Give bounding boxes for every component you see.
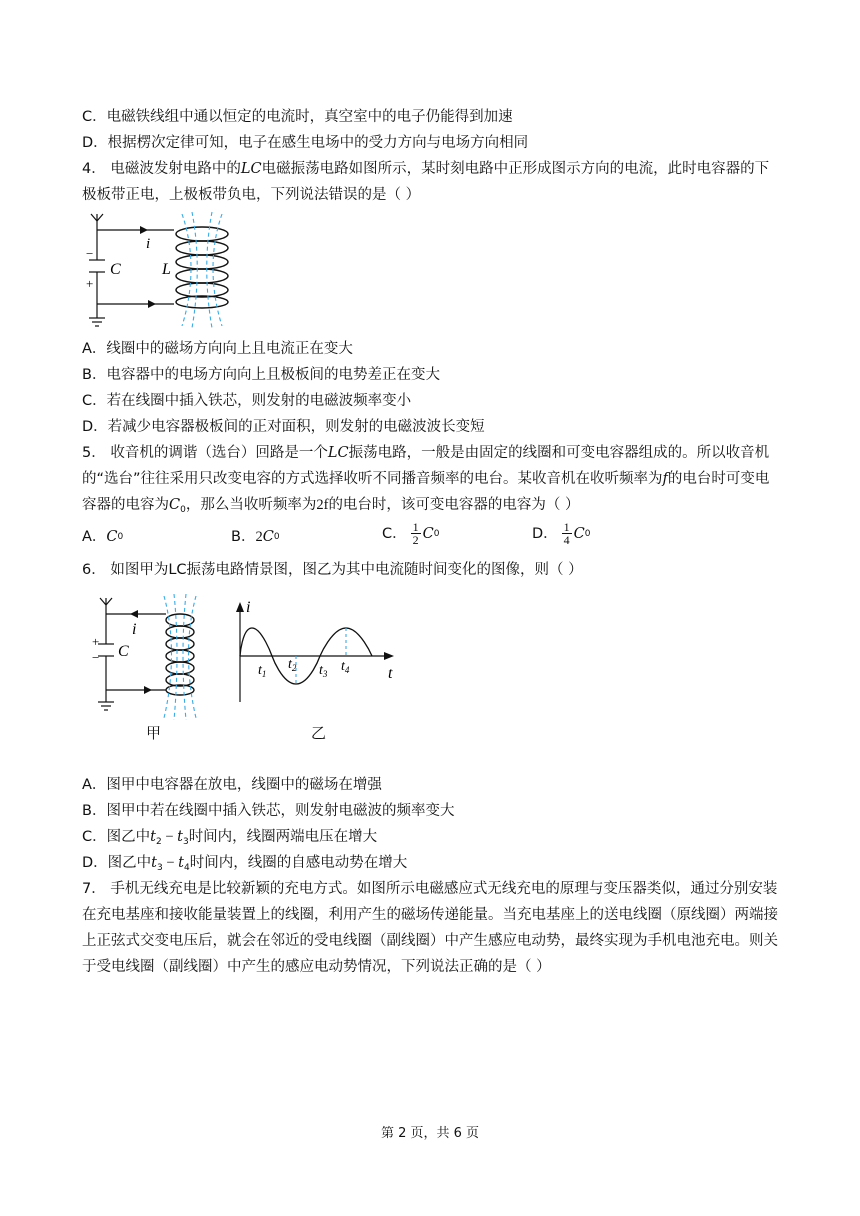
fraction: $\frac{1}{4}$	[563, 520, 570, 547]
svg-text:t4: $t_4$	[341, 659, 350, 675]
current-arrow-icon	[140, 226, 148, 234]
q6-lc-circuit-figure	[88, 592, 218, 722]
current-arrow-icon	[148, 300, 156, 308]
q6-option-d: D．图乙中$t_3 - t_4$时间内，线圈的自感电动势在增大	[82, 855, 408, 873]
q5-stem-line2: 的“选台”往往采用只改变电容的方式选择收听不同播音频率的电台。某收音机在收听频率为f的电台时可变电	[82, 471, 770, 487]
svg-text:t: t	[388, 665, 393, 682]
svg-text:L: L	[162, 261, 171, 278]
q4-lc-circuit-figure	[82, 208, 252, 333]
svg-text:i: i	[132, 621, 137, 638]
x-axis-arrow-icon	[384, 652, 394, 660]
current-arrow-icon	[144, 686, 152, 694]
svg-text:i: i	[146, 236, 151, 252]
svg-text:t1: $t_1$	[258, 663, 267, 679]
q5-option-c: C． $\frac{1}{2}$ C 0	[382, 520, 440, 547]
q6-option-c: C．图乙中$t_2 - t_3$时间内，线圈两端电压在增大	[82, 829, 378, 847]
q4-option-a: A．线圈中的磁场方向向上且电流正在变大	[82, 341, 353, 357]
svg-text:C: C	[110, 261, 121, 278]
q5-option-b: B． 2 C 0	[231, 529, 280, 545]
svg-text:−: −	[92, 650, 100, 665]
figure-caption-jia: 甲	[146, 724, 162, 742]
fraction: $\frac{1}{2}$	[412, 520, 419, 547]
q5-stem-line1: 5． 收音机的调谐（选台）回路是一个LC振荡电路，一般是由固定的线圈和可变电容器组成的。所以收音机	[82, 445, 770, 461]
q7-stem-line4: 于受电线圈（副线圈）中产生的感应电动势情况，下列说法正确的是（ ）	[82, 959, 551, 975]
svg-text:C: C	[118, 643, 129, 660]
current-arrow-icon	[130, 610, 138, 618]
antenna-icon	[100, 598, 112, 614]
q5-stem-line3: 容器的电容为$C_0$，那么当收听频率为2f的电台时，该可变电容器的电容为（ ）	[82, 497, 580, 515]
antenna-icon	[91, 214, 103, 230]
svg-text:t2: $t_2$	[288, 657, 297, 673]
q4-option-d: D．若减少电容器极板间的正对面积，则发射的电磁波波长变短	[82, 419, 485, 435]
svg-text:+: +	[92, 634, 100, 649]
q4-option-c: C．若在线圈中插入铁芯，则发射的电磁波频率变小	[82, 393, 412, 409]
svg-text:+: +	[86, 276, 94, 291]
q6-stem-line1: 6． 如图甲为LC振荡电路情景图，图乙为其中电流随时间变化的图像，则（ ）	[82, 562, 583, 578]
q6-current-time-graph	[228, 598, 408, 708]
q4-stem-line1: 4． 电磁波发射电路中的LC电磁振荡电路如图所示，某时刻电路中正形成图示方向的电流，此时电容器的下	[82, 161, 770, 177]
inductor-coil	[176, 227, 228, 308]
magnetic-field-lines	[164, 594, 196, 720]
q6-option-a: A．图甲中电容器在放电，线圈中的磁场在增强	[82, 777, 382, 793]
q5-option-d: D． $\frac{1}{4}$ C 0	[532, 520, 591, 547]
svg-text:t3: $t_3$	[319, 663, 328, 679]
figure-caption-yi: 乙	[311, 724, 327, 742]
q4-option-b: B．电容器中的电场方向向上且极板间的电势差正在变大	[82, 367, 440, 383]
q4-stem-line2: 极板带正电，上极板带负电，下列说法错误的是（ ）	[82, 187, 421, 203]
q5-option-a: A． C 0	[82, 529, 124, 545]
svg-text:−: −	[86, 246, 94, 261]
y-axis-arrow-icon	[236, 602, 244, 612]
q6-option-b: B．图甲中若在线圈中插入铁芯，则发射电磁波的频率变大	[82, 803, 455, 819]
svg-text:i: i	[246, 599, 251, 616]
q7-stem-line2: 在充电基座和接收能量装置上的线圈，利用产生的磁场传递能量。当充电基座上的送电线圈（原线圈）两端接	[82, 907, 778, 923]
q3-option-d: D．根据楞次定律可知，电子在感生电场中的受力方向与电场方向相同	[82, 135, 529, 151]
page-footer: 第 2 页，共 6 页	[380, 1126, 480, 1141]
q3-option-c: C．电磁铁线组中通以恒定的电流时，真空室中的电子仍能得到加速	[82, 109, 513, 125]
q7-stem-line3: 上正弦式交变电压后，就会在邻近的受电线圈（副线圈）中产生感应电动势，最终实现为手机电池充电。则关	[82, 933, 778, 949]
q7-stem-line1: 7． 手机无线充电是比较新颖的充电方式。如图所示电磁感应式无线充电的原理与变压器类似，通过分别安装	[82, 881, 778, 897]
